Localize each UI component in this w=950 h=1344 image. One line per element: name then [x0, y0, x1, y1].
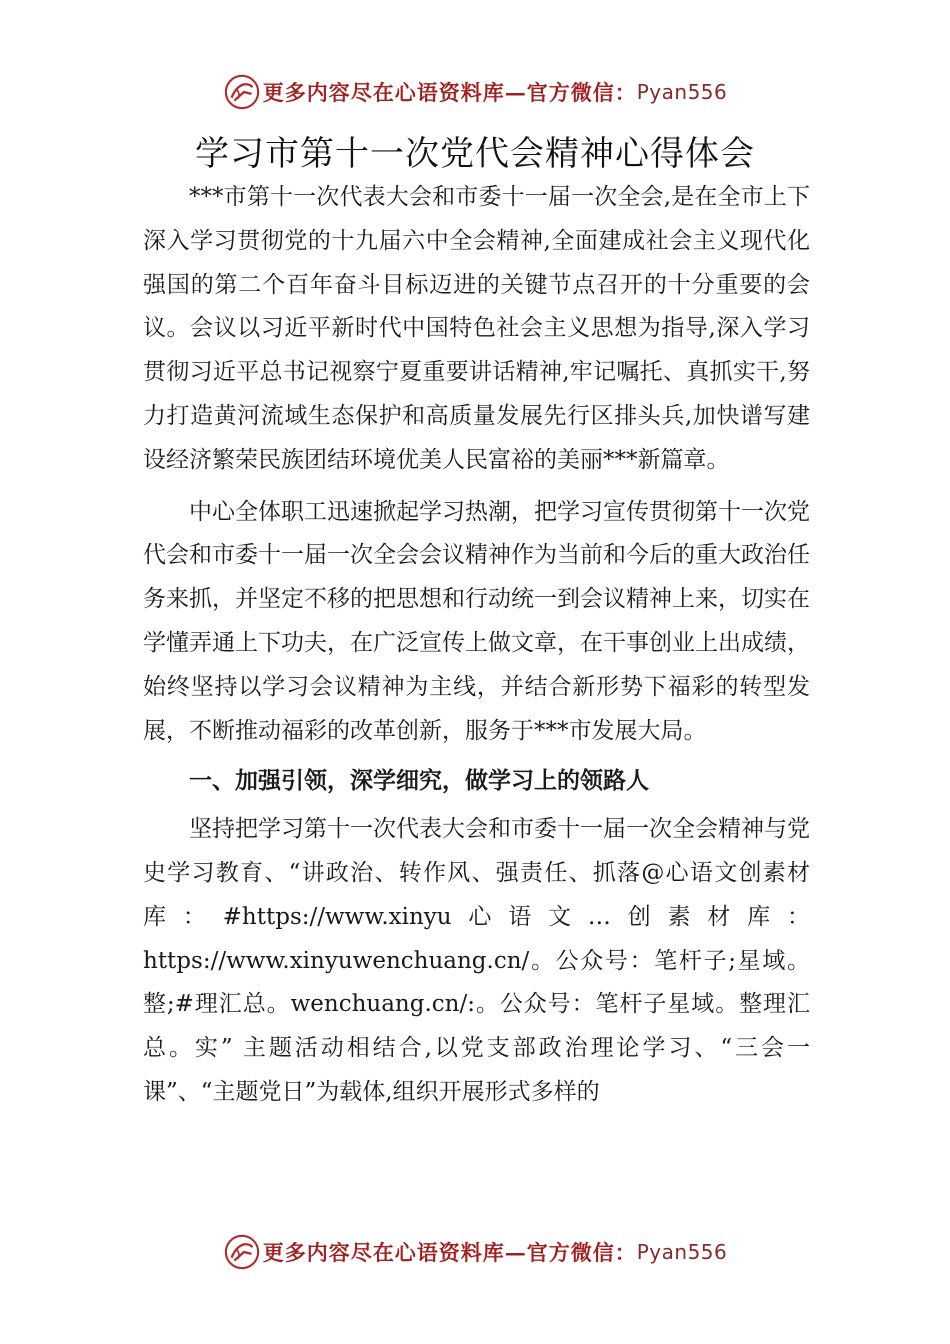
document-body — [143, 176, 810, 1115]
paragraph: 中心全体职工迅速掀起学习热潮，把学习宣传贯彻第十一次党代会和市委十一届一次全会会议精神作为当前和今后的重大政治任务来抓，并坚定不移的把思想和行动统一到会议精神上来，切实在学懂弄通上下功夫，在广泛宣传上做文章，在干事创业上出成绩，始终坚持以学习会议精神为主线，并结合新形势下福彩的转型发展，不断推动福彩的改革创新，服务于***市发展大局。 — [143, 498, 810, 744]
section-heading: 一、加强引领，深学细究，做学习上的领路人 — [189, 768, 649, 795]
banner-contact: Pyan556 — [636, 80, 728, 104]
header-watermark-banner — [0, 70, 950, 114]
paragraph: ***市第十一次代表大会和市委十一届一次全会,是在全市上下深入学习贯彻党的十九届六中全会精神,全面建成社会主义现代化强国的第二个百年奋斗目标迈进的关键节点召开的十分重要的会议。会议以习近平新时代中国特色社会主义思想为指导,深入学习贯彻习近平总书记视察宁夏重要讲话精神,牢记嘱托、真抓实干,努力打造黄河流域生态保护和高质量发展先行区排头兵,加快谱写建设经济繁荣民族团结环境优美人民富裕的美丽***新篇章。 — [143, 184, 810, 473]
banner-text: 更多内容尽在心语资料库—官方微信： — [262, 80, 637, 105]
hand-book-logo-icon — [223, 73, 261, 111]
banner-contact: Pyan556 — [636, 1240, 728, 1264]
hand-book-logo-icon — [223, 1233, 261, 1271]
paragraph: 坚持把学习第十一次代表大会和市委十一届一次全会精神与党史学习教育、“讲政治、转作风、强责任、抓落@心语文创素材库：#https://www.xinyu心语文…创素材库：https://www.xinyuwenchuang.cn/。公众号：笔杆子;星域。整;#理汇总。wenchuang.cn/:。公众号：笔杆子星域。整理汇总。实” 主题活动相结合,以党支部政治理论学习、“三会一课”、“主题党日”为载体,组织开展形式多样的 — [143, 816, 810, 1105]
footer-watermark-banner — [0, 1230, 950, 1274]
document-title: 学习市第十一次党代会精神心得体会 — [195, 134, 755, 174]
banner-text: 更多内容尽在心语资料库—官方微信： — [262, 1240, 637, 1265]
